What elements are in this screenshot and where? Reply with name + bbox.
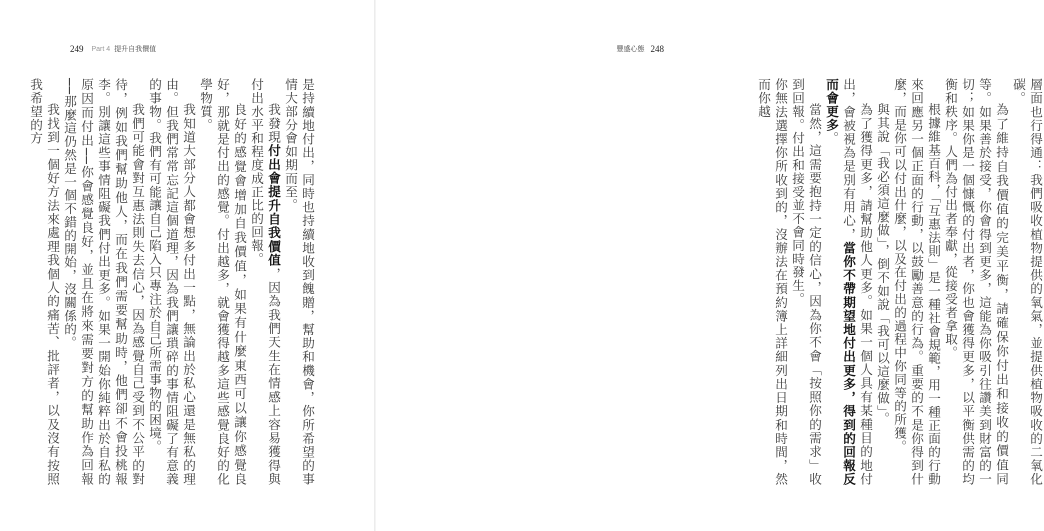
text-run: 根據維基百科，「互惠法則」是一種社會規範，用一種正面的行動來回應另一個正面的行動，以鼓勵善意的行為。重要的不是你得到什麼，而是你可以付出什麼，以及在付出的過程中你同等的所獲。 — [892, 78, 941, 486]
page-number: 249 — [70, 44, 84, 54]
text-run: 當然，這需要抱持一定的信心，因為你不會「按照你的需求」收到回報。付出和接受並不會同時發生。 — [790, 78, 822, 486]
paragraph — [248, 78, 282, 486]
paragraph — [874, 78, 891, 486]
text-run: 我發現 — [266, 103, 281, 145]
paragraph — [61, 78, 146, 486]
text-run: 你無法選擇你所收到的，沒辦法在預約簿上詳細列出日期和時間，然而你越 — [756, 78, 788, 486]
text-run: 為了維持自我價值的完美平衡，請確保你付出和接收的價值同等。如果善於接受，你會得到更多，這能為你吸引往讚美到財富的一切；如果你是一個慷慨的付出者，你也會獲得更多，以平衡供需的均衡和秩序。人們為付出者奉獻，從接受者拿取。 — [943, 78, 1009, 486]
text-run: 與其說「我必須這麼做」，倒不如說「我可以這麼做」。 — [875, 103, 890, 426]
left-page — [0, 0, 375, 531]
running-header-right — [617, 44, 665, 54]
running-header-left — [70, 44, 156, 54]
paragraph — [789, 78, 823, 486]
text-run: 良好的感覺會增加自我價值，如果有什麼東西可以讓你感覺良好，那就是付出的感覺。付出越多，就會獲得越多這些感覺良好的化學物質。 — [198, 78, 247, 486]
paragraph — [146, 78, 197, 486]
text-run: 為了獲得更多，請幫助他人更多。如果一個人具有某種目的地付出，會被視為是別有用心， — [841, 78, 873, 486]
text-run: 。 — [824, 131, 839, 146]
emphasis-text: 當你不帶期望地付出更多，得到的回報反而會更多 — [824, 78, 856, 486]
text-run: 是持續地付出，同時也持續地收到餽贈，幫助和機會，你所希望的事情大部分會如期而至。 — [283, 78, 315, 486]
paragraph — [1010, 78, 1044, 486]
text-run: 我們可能會對互惠法則失去信心，因為感覺自己受到不公平的對待，例如我們幫助他人，而在我們需要幫助時，他們卻不會投桃報李。別讓這些事情阻礙我們付出更多。如果一開始你純粹出於自私的原因而付出──你會感覺良好，並且在將來需要對方的幫助作為回報──那麼這仍然是一個不錯的開始，沒關係的。 — [62, 78, 145, 486]
paragraph — [197, 78, 248, 486]
right-page — [375, 0, 1043, 531]
text-run: 層面也行得通：我們吸收植物提供的氧氣，並提供植物吸收的二氧化碳。 — [1011, 78, 1043, 486]
text-run: ，因為我們天生在情感上容易獲得與付出水平和程度成正比的回報。 — [249, 78, 281, 486]
paragraph — [891, 78, 942, 486]
chapter-title: 提升自我價值 — [114, 45, 157, 53]
body-text-right — [756, 78, 1044, 486]
paragraph — [942, 78, 1010, 486]
text-run: 我找到一個好方法來處理我個人的痛苦、批評者，以及沒有按照我希望的方 — [28, 78, 60, 486]
paragraph — [282, 78, 316, 486]
paragraph — [27, 78, 61, 486]
chapter-title: 豐盛心態 — [616, 45, 645, 53]
page-number: 248 — [650, 44, 664, 54]
text-run: 我知道大部分人都會想多付出一點，無論出於私心還是無私的理由。但我們常常忘記這個道理，因為我們讓瑣碎的事情阻礙了有意義的事物。我們有可能讓自己陷入只專注於自己所需事物的困境。 — [147, 78, 196, 486]
paragraph — [755, 78, 789, 486]
body-text-left — [28, 78, 316, 486]
paragraph — [823, 78, 874, 486]
part-label: Part 4 — [91, 45, 111, 53]
emphasis-text: 付出會提升自我價值 — [266, 144, 281, 268]
